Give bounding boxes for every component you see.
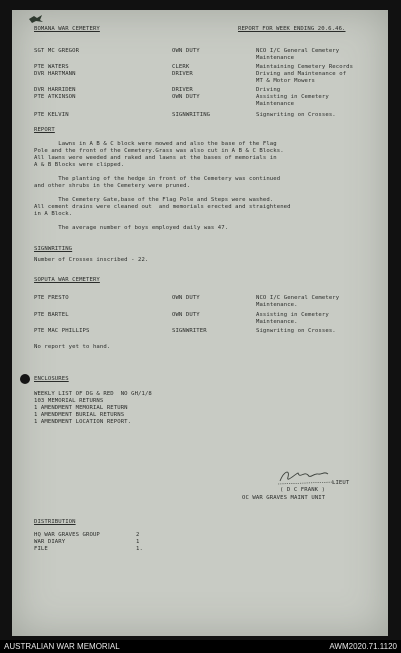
distribution-recipient: FILE bbox=[34, 546, 48, 552]
signatory-name: ( D C FRANK ) bbox=[280, 487, 326, 493]
signwriting-heading: SIGNWRITING bbox=[34, 246, 73, 252]
staff-role: OWN DUTY bbox=[172, 48, 200, 54]
staff-duty-cont: Maintenance. bbox=[256, 319, 298, 325]
staff-duty: Signwriting on Crosses. bbox=[256, 112, 336, 118]
distribution-heading: DISTRIBUTION bbox=[34, 519, 76, 525]
soputa-note: No report yet to hand. bbox=[34, 344, 111, 350]
staff-duty: Driving and Maintenance of bbox=[256, 71, 347, 77]
report-line: A & B Blocks were clipped. bbox=[34, 162, 125, 168]
staff-duty: Signwriting on Crosses. bbox=[256, 328, 336, 334]
staff-name: PTE FRESTO bbox=[34, 295, 69, 301]
report-line: in A Block. bbox=[34, 211, 73, 217]
distribution-count: 1 bbox=[136, 539, 140, 545]
staff-duty: NCO I/C General Cemetery bbox=[256, 295, 340, 301]
staff-role: DRIVER bbox=[172, 87, 193, 93]
signwriting-line: Number of Crosses inscribed - 22. bbox=[34, 257, 149, 263]
staff-duty-cont: Maintenance bbox=[256, 55, 295, 61]
enclosure-line: 1 AMENDMENT MEMORIAL RETURN bbox=[34, 405, 128, 411]
staff-duty-cont: Maintenance. bbox=[256, 302, 298, 308]
staff-name: PTE MAC PHILLIPS bbox=[34, 328, 90, 334]
footer-institution: AUSTRALIAN WAR MEMORIAL bbox=[4, 642, 120, 651]
report-heading: REPORT bbox=[34, 127, 55, 133]
signatory-rank: LIEUT bbox=[332, 480, 350, 486]
report-line: The Cemetery Gate,base of the Flag Pole and Steps were washed. bbox=[34, 197, 274, 203]
report-line: The average number of boys employed daily was 47. bbox=[34, 225, 229, 231]
report-line: All lawns were weeded and raked and lawns at the bases of memorials in bbox=[34, 155, 277, 161]
staff-role: OWN DUTY bbox=[172, 295, 200, 301]
staff-duty-cont: Maintenance bbox=[256, 101, 295, 107]
staff-role: DRIVER bbox=[172, 71, 193, 77]
staff-duty: Assisting in Cemetery bbox=[256, 312, 329, 318]
document-page bbox=[12, 10, 388, 636]
staff-name: PTE KELVIN bbox=[34, 112, 69, 118]
report-line: Pole and the front of the Cemetery.Grass was also cut in A B & C Blocks. bbox=[34, 148, 284, 154]
staff-role: SIGNWRITER bbox=[172, 328, 207, 334]
staff-role: SIGNWRITING bbox=[172, 112, 211, 118]
report-line: Lawns in A B & C block were mowed and also the base of the Flag bbox=[34, 141, 277, 147]
enclosure-line: WEEKLY LIST OF DG & RED NO GH/1/8 bbox=[34, 391, 152, 397]
staff-duty: Assisting in Cemetery bbox=[256, 94, 329, 100]
report-line: and other shrubs in the Cemetery were pruned. bbox=[34, 183, 191, 189]
stamp-mark-icon bbox=[28, 14, 44, 24]
staff-duty: Maintaining Cemetery Records bbox=[256, 64, 354, 70]
distribution-count: 2 bbox=[136, 532, 140, 538]
distribution-count: 1. bbox=[136, 546, 143, 552]
staff-name: PTE WATERS bbox=[34, 64, 69, 70]
staff-duty-cont: MT & Motor Mowers bbox=[256, 78, 315, 84]
staff-name: DVR HARRIDEN bbox=[34, 87, 76, 93]
staff-duty: Driving bbox=[256, 87, 281, 93]
enclosure-line: 1 AMENDMENT BURIAL RETURNS bbox=[34, 412, 125, 418]
staff-name: PTE ATKINSON bbox=[34, 94, 76, 100]
report-period-heading: REPORT FOR WEEK ENDING 20.6.46. bbox=[238, 26, 346, 32]
signatory-unit: OC WAR GRAVES MAINT UNIT bbox=[242, 495, 326, 501]
soputa-heading: SOPUTA WAR CEMETERY bbox=[34, 277, 100, 283]
punch-hole bbox=[20, 374, 30, 384]
report-line: The planting of the hedge in front of the Cemetery was continued bbox=[34, 176, 281, 182]
enclosures-heading: ENCLOSURES bbox=[34, 376, 69, 382]
archive-footer bbox=[0, 640, 401, 653]
enclosure-line: 1 AMENDMENT LOCATION REPORT. bbox=[34, 419, 132, 425]
staff-duty: NCO I/C General Cemetery bbox=[256, 48, 340, 54]
staff-name: PTE BARTEL bbox=[34, 312, 69, 318]
staff-name: SGT MC GREGOR bbox=[34, 48, 80, 54]
staff-role: OWN DUTY bbox=[172, 94, 200, 100]
distribution-recipient: HQ WAR GRAVES GROUP bbox=[34, 532, 100, 538]
enclosure-line: 103 MEMORIAL RETURNS bbox=[34, 398, 104, 404]
staff-role: OWN DUTY bbox=[172, 312, 200, 318]
distribution-recipient: WAR DIARY bbox=[34, 539, 66, 545]
staff-name: DVR HARTMANN bbox=[34, 71, 76, 77]
staff-role: CLERK bbox=[172, 64, 190, 70]
footer-accession-number: AWM2020.71.1120 bbox=[329, 642, 397, 651]
cemetery-heading: BOMANA WAR CEMETERY bbox=[34, 26, 100, 32]
report-line: All cement drains were cleaned out and memorials erected and straightened bbox=[34, 204, 291, 210]
